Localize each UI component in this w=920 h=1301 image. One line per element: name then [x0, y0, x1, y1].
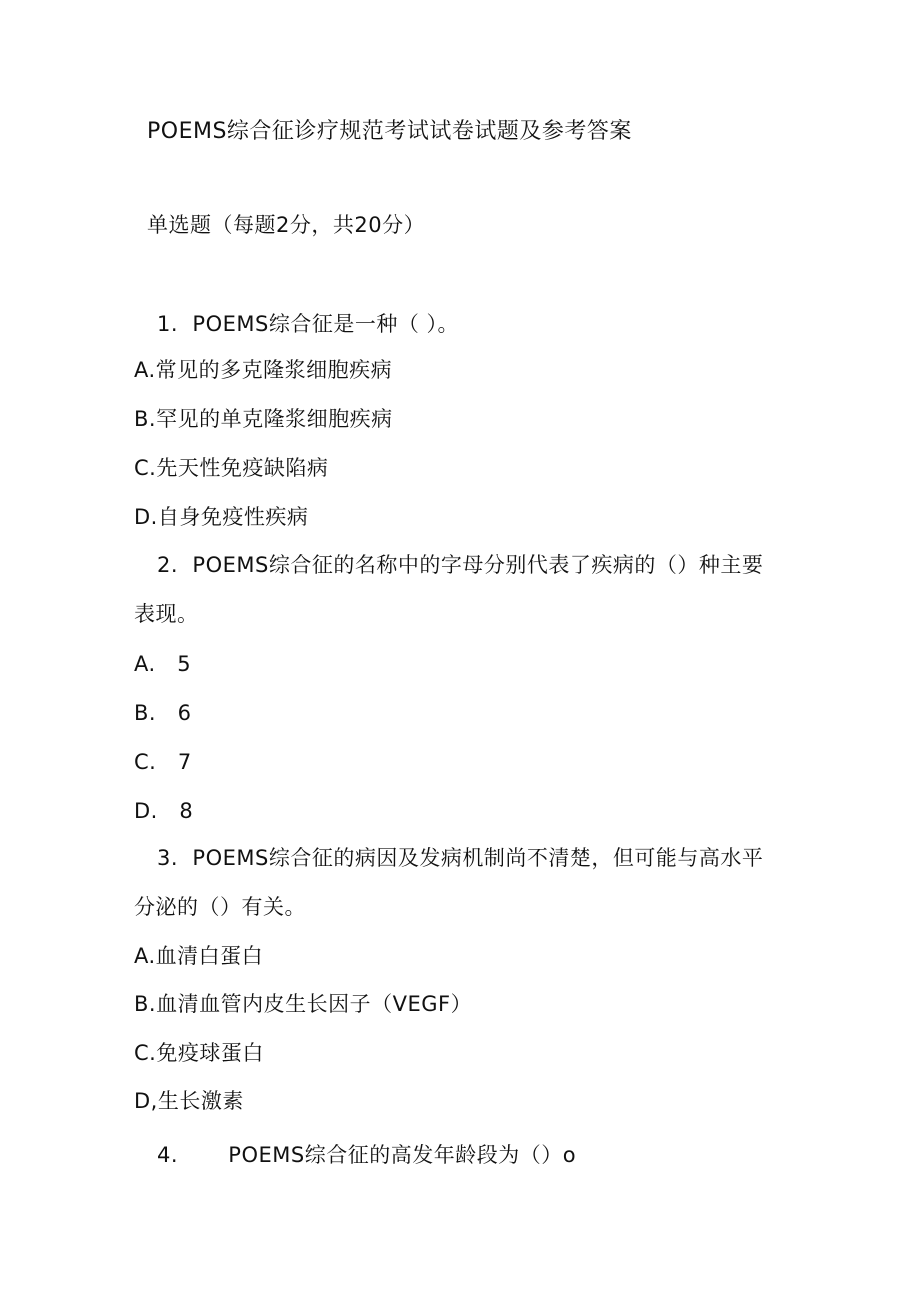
- question-4-number: 4.: [157, 1143, 179, 1167]
- question-3-number: 3.: [157, 846, 179, 870]
- question-3-text-line1: POEMS综合征的病因及发病机制尚不清楚，但可能与高水平: [192, 846, 764, 870]
- option-letter: A.: [134, 652, 156, 676]
- question-1-option-a: A.常见的多克隆浆细胞疾病: [134, 358, 393, 382]
- option-letter: B.: [134, 701, 157, 725]
- question-2-option-c: [134, 748, 192, 776]
- question-1: [157, 310, 459, 338]
- option-value: 5: [177, 652, 192, 676]
- question-2-option-a: [134, 650, 191, 678]
- question-2-option-b: [134, 699, 192, 727]
- question-2-text-line2: 表现。: [134, 602, 199, 626]
- question-3: [157, 844, 763, 872]
- question-4-text: POEMS综合征的高发年龄段为（）o: [228, 1143, 577, 1167]
- question-4: [157, 1141, 576, 1169]
- question-3-option-b: B.血清血管内皮生长因子（VEGF）: [134, 992, 473, 1016]
- question-1-option-c: C.先天性免疫缺陷病: [134, 456, 329, 480]
- section-heading: 单选题（每题2分，共20分）: [147, 213, 426, 237]
- option-value: 6: [177, 701, 192, 725]
- question-1-number: 1.: [157, 312, 179, 336]
- question-3-option-a: A.血清白蛋白: [134, 944, 264, 968]
- option-letter: D.: [134, 799, 158, 823]
- option-value: 8: [179, 799, 194, 823]
- question-3-option-d: D,生长激素: [134, 1089, 244, 1113]
- question-2-option-d: [134, 797, 193, 825]
- question-1-option-b: B.罕见的单克隆浆细胞疾病: [134, 407, 393, 431]
- question-2-number: 2.: [157, 553, 179, 577]
- option-letter: C.: [134, 750, 157, 774]
- question-3-text-line2: 分泌的（）有关。: [134, 895, 306, 919]
- question-1-text: POEMS综合征是一种（ ）。: [192, 312, 459, 336]
- option-value: 7: [177, 750, 192, 774]
- question-3-option-c: C.免疫球蛋白: [134, 1041, 264, 1065]
- document-title: POEMS综合征诊疗规范考试试卷试题及参考答案: [147, 119, 632, 144]
- question-2: [157, 551, 763, 579]
- question-1-option-d: D.自身免疫性疾病: [134, 505, 309, 529]
- question-2-text-line1: POEMS综合征的名称中的字母分别代表了疾病的（）种主要: [192, 553, 764, 577]
